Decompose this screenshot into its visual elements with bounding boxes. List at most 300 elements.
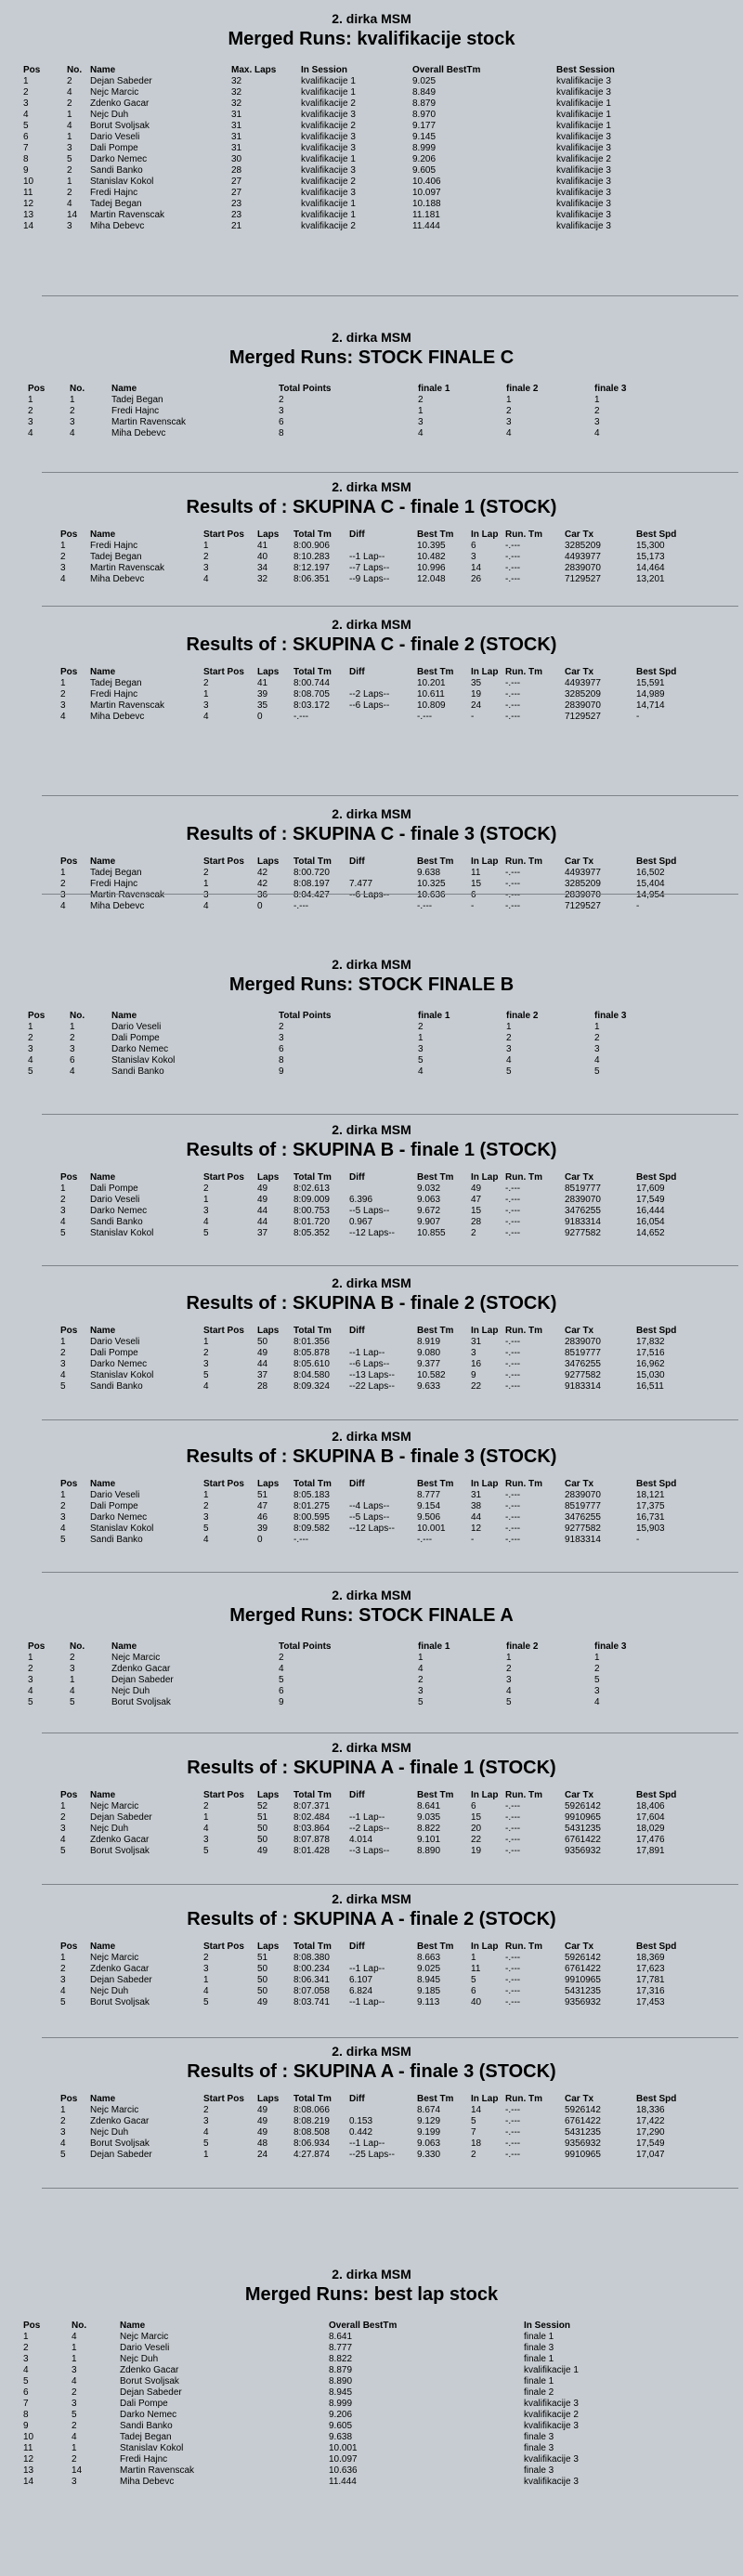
cell-diff: --1 Lap--	[349, 1964, 385, 1974]
table-row	[60, 1975, 683, 1986]
cell-no: 4	[70, 428, 75, 438]
cell-in-lap: 11	[471, 1964, 481, 1974]
table-row	[60, 574, 683, 585]
cell-total-points: 8	[279, 428, 284, 438]
cell-finale-2: 4	[506, 1686, 512, 1696]
cell-in-session: finale 1	[524, 2332, 554, 2342]
report-title: Merged Runs: STOCK FINALE B	[228, 974, 515, 995]
cell-no: 5	[70, 1697, 75, 1707]
cell-finale-1: 4	[418, 1664, 424, 1674]
cell-no: 1	[72, 2354, 77, 2364]
cell-in-lap: 15	[471, 1206, 482, 1216]
column-header-run-tm: Run. Tm	[505, 1942, 542, 1952]
table-row	[23, 2343, 720, 2354]
cell-pos: 4	[60, 1835, 66, 1845]
cell-total-tm: 8:05.352	[293, 1228, 330, 1238]
table-row	[60, 1217, 683, 1228]
cell-in-session: kvalifikacije 1	[301, 76, 356, 86]
cell-no: 4	[72, 2376, 77, 2386]
report-results-of-skupina-a-finale-2-stock	[0, 1891, 743, 2008]
results-table	[60, 666, 683, 723]
results-table	[23, 64, 720, 232]
cell-start-pos: 5	[203, 1370, 209, 1380]
cell-run-tm: -.---	[505, 1953, 521, 1963]
table-row	[60, 1359, 683, 1370]
cell-best-tm: 8.919	[417, 1337, 441, 1347]
column-header-laps: Laps	[257, 2094, 280, 2104]
cell-laps: 39	[257, 1523, 268, 1534]
cell-diff	[349, 2105, 417, 2116]
cell-pos: 1	[60, 541, 66, 551]
cell-pos: 3	[23, 98, 29, 109]
cell-diff	[349, 1953, 417, 1964]
cell-pos: 2	[60, 2116, 66, 2126]
cell-pos: 1	[60, 1801, 66, 1811]
cell-in-lap: 44	[471, 1512, 482, 1523]
cell-no: 4	[72, 2432, 77, 2442]
cell-no: 3	[72, 2399, 77, 2409]
report-results-of-skupina-b-finale-2-stock	[0, 1275, 743, 1393]
cell-total-tm: 8:00.595	[293, 1512, 330, 1523]
column-header-no: No.	[70, 1011, 85, 1021]
cell-best-spd: 16,444	[636, 1206, 665, 1216]
column-header-total-tm: Total Tm	[293, 1942, 332, 1952]
cell-run-tm: -.---	[505, 1523, 521, 1534]
cell-in-session: kvalifikacije 3	[301, 132, 356, 142]
cell-pos: 5	[23, 2376, 29, 2386]
cell-name: Dejan Sabeder	[120, 2387, 182, 2398]
cell-start-pos: 1	[203, 1975, 209, 1985]
cell-finale-1: 1	[418, 1653, 424, 1663]
cell-start-pos: 1	[203, 1195, 209, 1205]
cell-pos: 4	[23, 2365, 29, 2375]
cell-pos: 1	[23, 2332, 29, 2342]
cell-overall-besttm: 8.879	[329, 2365, 353, 2375]
cell-diff	[349, 1535, 417, 1546]
cell-laps: 44	[257, 1206, 268, 1216]
cell-best-tm: 9.199	[417, 2127, 441, 2138]
cell-pos: 1	[60, 678, 66, 688]
cell-start-pos: 2	[203, 868, 209, 878]
report-results-of-skupina-c-finale-2-stock	[0, 617, 743, 723]
column-header-total-points: Total Points	[279, 1011, 332, 1021]
cell-in-lap: 3	[471, 1348, 476, 1358]
cell-car-tx: 8519777	[565, 1501, 601, 1511]
cell-total-points: 4	[279, 1664, 284, 1674]
cell-start-pos: 2	[203, 678, 209, 688]
cell-finale-3: 4	[594, 428, 600, 438]
cell-best-tm: 9.633	[417, 1381, 441, 1392]
column-header-pos: Pos	[23, 2321, 41, 2331]
cell-name: Sandi Banko	[90, 1217, 143, 1227]
cell-max-laps: 32	[231, 98, 242, 109]
cell-in-session: kvalifikacije 2	[301, 221, 356, 231]
column-header-pos: Pos	[60, 1790, 78, 1800]
cell-laps: 49	[257, 2116, 268, 2126]
column-header-in-lap: In Lap	[471, 1790, 499, 1800]
report-merged-runs-stock-finale-a	[0, 1588, 743, 1708]
cell-run-tm: -.---	[505, 1975, 521, 1985]
cell-start-pos: 2	[203, 552, 209, 562]
cell-best-tm: 8.890	[417, 1846, 441, 1856]
cell-best-tm: 8.674	[417, 2105, 441, 2115]
cell-best-tm: 9.907	[417, 1217, 441, 1227]
cell-best-spd: 17,604	[636, 1812, 665, 1823]
cell-name: Dali Pompe	[111, 1033, 160, 1043]
column-header-finale-2: finale 2	[506, 1011, 539, 1021]
cell-total-tm: 8:05.610	[293, 1359, 330, 1369]
cell-in-lap: 16	[471, 1359, 482, 1369]
cell-name: Fredi Hajnc	[111, 406, 160, 416]
cell-in-lap: 35	[471, 678, 482, 688]
cell-car-tx: 7129527	[565, 901, 601, 911]
cell-name: Stanislav Kokol	[90, 1370, 154, 1380]
cell-car-tx: 5431235	[565, 2127, 601, 2138]
results-table	[23, 2320, 720, 2488]
cell-start-pos: 4	[203, 901, 209, 911]
table-row	[23, 2477, 720, 2488]
cell-finale-2: 1	[506, 1653, 512, 1663]
table-row	[28, 1055, 715, 1066]
cell-in-session: finale 3	[524, 2443, 554, 2453]
cell-no: 3	[70, 417, 75, 427]
cell-overall-besttm: 8.945	[329, 2387, 353, 2398]
column-header-finale-1: finale 1	[418, 1641, 450, 1652]
cell-in-lap: 20	[471, 1824, 482, 1834]
cell-no: 3	[72, 2477, 77, 2487]
report-merged-runs-best-lap-stock	[0, 2267, 743, 2488]
cell-pos: 7	[23, 2399, 29, 2409]
cell-name: Miha Debevc	[90, 901, 145, 911]
cell-name: Martin Ravenscak	[90, 563, 165, 573]
cell-pos: 8	[23, 154, 29, 164]
cell-run-tm: -.---	[505, 1501, 521, 1511]
cell-start-pos: 4	[203, 1986, 209, 1996]
cell-start-pos: 2	[203, 1953, 209, 1963]
cell-best-tm: 10.611	[417, 689, 445, 700]
cell-pos: 4	[60, 712, 66, 722]
cell-in-lap: 22	[471, 1835, 482, 1845]
report-title: Merged Runs: best lap stock	[244, 2284, 499, 2305]
cell-diff: --9 Laps--	[349, 574, 390, 584]
column-header-diff: Diff	[349, 667, 365, 677]
column-header-finale-1: finale 1	[418, 1011, 450, 1021]
cell-run-tm: -.---	[505, 1812, 521, 1823]
cell-best-tm: 10.582	[417, 1370, 446, 1380]
column-header-pos: Pos	[28, 384, 46, 394]
column-header-car-tx: Car Tx	[565, 667, 594, 677]
cell-total-tm: 8:07.058	[293, 1986, 330, 1996]
cell-pos: 3	[60, 1359, 66, 1369]
cell-best-session: kvalifikacije 3	[556, 221, 611, 231]
table-row	[23, 221, 720, 232]
cell-in-session: finale 1	[524, 2376, 554, 2386]
cell-start-pos: 1	[203, 1490, 209, 1500]
cell-max-laps: 27	[231, 177, 242, 187]
cell-best-tm: 10.001	[417, 1523, 446, 1534]
cell-car-tx: 2839070	[565, 1490, 601, 1500]
cell-pos: 1	[28, 395, 33, 405]
cell-run-tm: -.---	[505, 2105, 521, 2115]
cell-best-spd: 18,406	[636, 1801, 665, 1811]
cell-total-tm: 8:06.934	[293, 2138, 330, 2149]
column-header-best-spd: Best Spd	[636, 667, 677, 677]
report-title: Results of : SKUPINA C - finale 3 (STOCK)	[186, 824, 557, 844]
cell-in-lap: 6	[471, 1801, 476, 1811]
cell-overall-besttm: 11.444	[412, 221, 440, 231]
cell-name: Sandi Banko	[111, 1066, 164, 1077]
cell-name: Nejc Duh	[90, 110, 129, 120]
cell-in-session: kvalifikacije 3	[301, 110, 356, 120]
cell-laps: 44	[257, 1359, 268, 1369]
cell-diff: --5 Laps--	[349, 1206, 390, 1216]
report-results-of-skupina-c-finale-3-stock	[0, 806, 743, 912]
cell-diff	[349, 712, 417, 723]
cell-best-tm: -.---	[417, 712, 433, 722]
cell-name: Borut Svoljsak	[90, 1846, 150, 1856]
cell-name: Martin Ravenscak	[90, 210, 165, 220]
cell-no: 2	[72, 2454, 77, 2465]
table-row	[60, 552, 683, 563]
cell-best-session: kvalifikacije 1	[556, 110, 611, 120]
cell-name: Dejan Sabeder	[90, 1812, 152, 1823]
column-header-name: Name	[90, 1479, 116, 1489]
cell-diff: 6.396	[349, 1195, 373, 1205]
column-header-best-tm: Best Tm	[417, 856, 454, 867]
cell-best-tm: 9.080	[417, 1348, 441, 1358]
cell-max-laps: 31	[231, 110, 242, 120]
cell-laps: 32	[257, 574, 268, 584]
cell-overall-besttm: 8.890	[329, 2376, 353, 2386]
report-merged-runs-kvalifikacije-stock	[0, 11, 743, 232]
cell-in-session: kvalifikacije 2	[301, 121, 356, 131]
table-row	[60, 1381, 683, 1393]
table-row	[60, 901, 683, 912]
cell-start-pos: 3	[203, 890, 209, 900]
cell-name: Nejc Marcic	[90, 2105, 139, 2115]
cell-run-tm: -.---	[505, 1217, 521, 1227]
cell-best-spd: 15,591	[636, 678, 665, 688]
section-divider	[42, 1419, 738, 1420]
cell-best-tm: 9.063	[417, 2138, 441, 2149]
table-row	[23, 210, 720, 221]
table-row	[60, 879, 683, 890]
table-row	[28, 1664, 715, 1675]
table-row	[28, 1044, 715, 1055]
table-header-row	[23, 64, 720, 76]
report-title: Results of : SKUPINA C - finale 1 (STOCK)	[186, 497, 557, 517]
cell-best-tm: 9.638	[417, 868, 441, 878]
cell-no: 3	[70, 1044, 75, 1054]
cell-no: 2	[67, 188, 72, 198]
cell-laps: 49	[257, 1183, 268, 1194]
results-table	[60, 1478, 683, 1546]
cell-car-tx: 9356932	[565, 1846, 601, 1856]
cell-start-pos: 3	[203, 700, 209, 711]
cell-start-pos: 2	[203, 1348, 209, 1358]
cell-car-tx: 9356932	[565, 1997, 601, 2007]
cell-in-lap: 31	[471, 1490, 482, 1500]
cell-name: Dejan Sabeder	[111, 1675, 174, 1685]
cell-best-tm: 9.025	[417, 1964, 441, 1974]
column-header-in-lap: In Lap	[471, 1172, 499, 1183]
cell-pos: 5	[23, 121, 29, 131]
cell-car-tx: 9277582	[565, 1228, 601, 1238]
table-row	[60, 678, 683, 689]
report-title: Merged Runs: STOCK FINALE A	[229, 1605, 514, 1626]
cell-diff: --25 Laps--	[349, 2150, 395, 2160]
cell-no: 3	[67, 221, 72, 231]
column-header-diff: Diff	[349, 856, 365, 867]
column-header-run-tm: Run. Tm	[505, 856, 542, 867]
table-row	[60, 689, 683, 700]
cell-run-tm: -.---	[505, 2150, 521, 2160]
column-header-pos: Pos	[60, 1326, 78, 1336]
table-row	[60, 1824, 683, 1835]
cell-in-session: finale 1	[524, 2354, 554, 2364]
cell-finale-1: 2	[418, 1675, 424, 1685]
cell-laps: 37	[257, 1370, 268, 1380]
cell-diff: --1 Lap--	[349, 552, 385, 562]
column-header-car-tx: Car Tx	[565, 1790, 594, 1800]
cell-best-session: kvalifikacije 1	[556, 98, 611, 109]
table-row	[60, 1228, 683, 1239]
cell-finale-3: 2	[594, 406, 600, 416]
cell-laps: 50	[257, 1337, 268, 1347]
event-title: 2. dirka MSM	[332, 11, 411, 26]
cell-name: Nejc Duh	[111, 1686, 150, 1696]
cell-overall-besttm: 10.097	[329, 2454, 358, 2465]
column-header-pos: Pos	[28, 1641, 46, 1652]
cell-best-spd: 15,404	[636, 879, 665, 889]
table-row	[23, 2354, 720, 2365]
cell-start-pos: 3	[203, 1835, 209, 1845]
cell-finale-3: 5	[594, 1675, 600, 1685]
column-header-in-lap: In Lap	[471, 856, 499, 867]
column-header-pos: Pos	[60, 2094, 78, 2104]
cell-laps: 49	[257, 2127, 268, 2138]
column-header-start-pos: Start Pos	[203, 1479, 244, 1489]
cell-best-tm: 10.395	[417, 541, 446, 551]
table-row	[60, 1337, 683, 1348]
table-row	[28, 428, 715, 439]
cell-pos: 11	[23, 188, 33, 198]
cell-best-session: kvalifikacije 3	[556, 87, 611, 98]
column-header-no: No.	[70, 1641, 85, 1652]
column-header-best-tm: Best Tm	[417, 1172, 454, 1183]
column-header-best-tm: Best Tm	[417, 2094, 454, 2104]
cell-diff: 4.014	[349, 1835, 373, 1845]
cell-in-session: kvalifikacije 3	[524, 2454, 579, 2465]
cell-laps: 50	[257, 1824, 268, 1834]
cell-max-laps: 30	[231, 154, 242, 164]
cell-best-tm: 10.809	[417, 700, 446, 711]
cell-no: 5	[67, 154, 72, 164]
table-row	[23, 98, 720, 110]
table-row	[60, 868, 683, 879]
cell-best-spd: 16,054	[636, 1217, 665, 1227]
cell-laps: 49	[257, 1195, 268, 1205]
cell-name: Nejc Duh	[120, 2354, 159, 2364]
cell-no: 1	[70, 1675, 75, 1685]
table-row	[28, 406, 715, 417]
cell-finale-2: 3	[506, 1044, 512, 1054]
cell-overall-besttm: 8.849	[412, 87, 437, 98]
cell-start-pos: 1	[203, 689, 209, 700]
cell-car-tx: 2839070	[565, 1337, 601, 1347]
table-row	[28, 417, 715, 428]
cell-pos: 1	[60, 1183, 66, 1194]
cell-start-pos: 4	[203, 712, 209, 722]
cell-name: Sandi Banko	[90, 165, 143, 176]
cell-best-spd: 18,029	[636, 1824, 665, 1834]
cell-diff	[349, 1490, 417, 1501]
cell-total-tm: 8:06.351	[293, 574, 330, 584]
cell-no: 2	[67, 98, 72, 109]
cell-best-tm: 8.663	[417, 1953, 441, 1963]
cell-total-points: 3	[279, 1033, 284, 1043]
table-header-row	[28, 383, 715, 395]
cell-finale-2: 3	[506, 1675, 512, 1685]
report-title: Results of : SKUPINA A - finale 1 (STOCK)	[187, 1758, 556, 1778]
column-header-finale-3: finale 3	[594, 1011, 627, 1021]
cell-run-tm: -.---	[505, 689, 521, 700]
cell-pos: 3	[28, 1044, 33, 1054]
cell-name: Miha Debevc	[90, 712, 145, 722]
cell-total-tm: 8:03.172	[293, 700, 330, 711]
cell-total-tm: 8:10.283	[293, 552, 330, 562]
cell-best-spd: 15,030	[636, 1370, 665, 1380]
cell-laps: 51	[257, 1953, 268, 1963]
column-header-finale-2: finale 2	[506, 1641, 539, 1652]
cell-best-spd: 14,652	[636, 1228, 665, 1238]
section-divider	[42, 1572, 738, 1573]
cell-total-tm: 8:08.380	[293, 1953, 330, 1963]
cell-name: Fredi Hajnc	[90, 879, 138, 889]
cell-in-lap: 19	[471, 1846, 482, 1856]
cell-name: Darko Nemec	[90, 154, 148, 164]
event-title: 2. dirka MSM	[332, 1122, 411, 1137]
column-header-laps: Laps	[257, 1172, 280, 1183]
cell-no: 4	[70, 1686, 75, 1696]
report-results-of-skupina-a-finale-3-stock	[0, 2044, 743, 2161]
event-title: 2. dirka MSM	[332, 617, 411, 632]
cell-name: Sandi Banko	[90, 1381, 143, 1392]
cell-best-tm: 9.113	[417, 1997, 440, 2007]
table-row	[60, 2127, 683, 2138]
cell-in-lap: 31	[471, 1337, 482, 1347]
cell-pos: 4	[28, 1055, 33, 1066]
cell-best-session: kvalifikacije 2	[556, 154, 611, 164]
table-row	[28, 1033, 715, 1044]
cell-best-spd: 17,516	[636, 1348, 665, 1358]
column-header-total-tm: Total Tm	[293, 2094, 332, 2104]
cell-name: Nejc Duh	[90, 1986, 129, 1996]
report-title: Results of : SKUPINA A - finale 2 (STOCK)	[187, 1909, 556, 1929]
column-header-best-tm: Best Tm	[417, 1326, 454, 1336]
cell-pos: 3	[23, 2354, 29, 2364]
cell-pos: 3	[60, 1206, 66, 1216]
cell-no: 2	[70, 1653, 75, 1663]
cell-finale-1: 4	[418, 1066, 424, 1077]
column-header-diff: Diff	[349, 1172, 365, 1183]
cell-total-tm: 8:04.580	[293, 1370, 330, 1380]
cell-pos: 2	[28, 1664, 33, 1674]
cell-finale-2: 1	[506, 395, 512, 405]
cell-start-pos: 3	[203, 1206, 209, 1216]
column-header-run-tm: Run. Tm	[505, 1790, 542, 1800]
column-header-diff: Diff	[349, 1942, 365, 1952]
